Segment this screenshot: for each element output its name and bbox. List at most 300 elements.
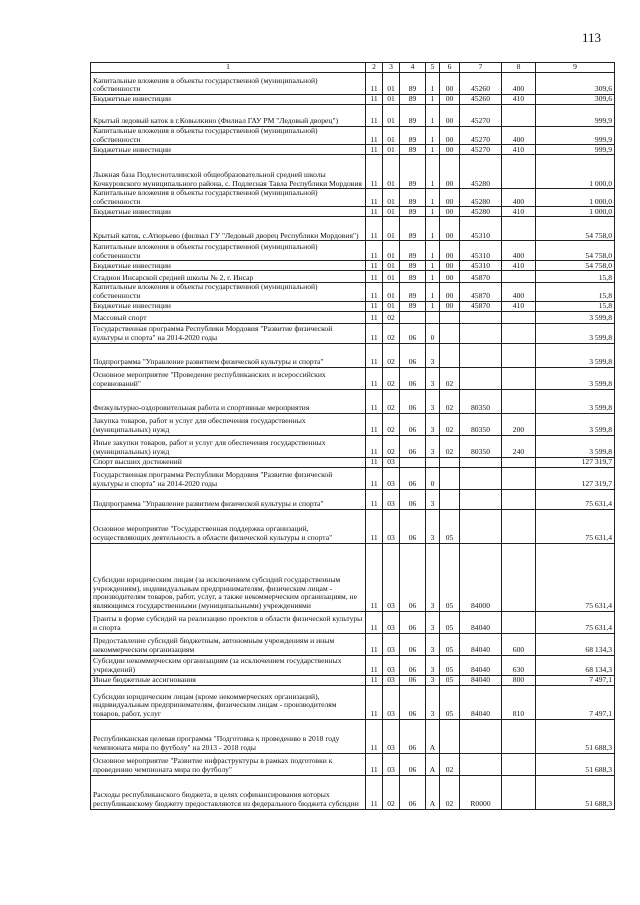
table-row [91, 271, 615, 283]
amount-value: 54 758,0 [536, 241, 615, 261]
program-code [400, 311, 426, 323]
subsection-code: 03 [383, 611, 400, 633]
row-name: Бюджетные инвестиции [91, 207, 366, 217]
subprogram-code: 1 [426, 127, 440, 145]
program-code: 89 [400, 271, 426, 283]
subsection-code: 03 [383, 543, 400, 611]
amount-value: 75 631,4 [536, 543, 615, 611]
activity-code: 05 [440, 685, 460, 719]
amount-value: 51 688,3 [536, 719, 615, 753]
direction-code: 84040 [460, 685, 502, 719]
subsection-code: 02 [383, 775, 400, 809]
program-code: 06 [400, 489, 426, 509]
expense-type-code: 410 [502, 261, 536, 271]
subprogram-code: 1 [426, 271, 440, 283]
row-name: Капитальные вложения в объекты государственной (муниципальной) собственности [91, 127, 366, 145]
amount-value: 54 758,0 [536, 217, 615, 241]
row-name: Бюджетные инвестиции [91, 145, 366, 155]
activity-code: 02 [440, 413, 460, 435]
amount-value: 68 134,3 [536, 633, 615, 655]
section-code: 11 [366, 105, 383, 127]
subsection-code: 02 [383, 367, 400, 389]
amount-value: 1 000,0 [536, 189, 615, 207]
page-number: 113 [582, 30, 602, 45]
direction-code: 45280 [460, 189, 502, 207]
activity-code [440, 719, 460, 753]
amount-value: 3 599,8 [536, 367, 615, 389]
expense-type-code [502, 611, 536, 633]
subprogram-code: 3 [426, 543, 440, 611]
subprogram-code: 3 [426, 367, 440, 389]
section-code: 11 [366, 155, 383, 189]
subprogram-code: 1 [426, 95, 440, 105]
program-code: 06 [400, 719, 426, 753]
subprogram-code: 3 [426, 413, 440, 435]
table-row [91, 489, 615, 509]
subsection-code: 01 [383, 155, 400, 189]
section-code: 11 [366, 467, 383, 489]
amount-value: 127 319,7 [536, 467, 615, 489]
amount-value: 999,9 [536, 145, 615, 155]
table-row [91, 457, 615, 467]
row-name: Бюджетные инвестиции [91, 95, 366, 105]
expense-type-code: 400 [502, 283, 536, 301]
subprogram-code: 3 [426, 435, 440, 457]
program-code: 89 [400, 217, 426, 241]
table-row [91, 655, 615, 675]
amount-value: 3 599,8 [536, 343, 615, 367]
program-code: 89 [400, 261, 426, 271]
row-name: Капитальные вложения в объекты государственной (муниципальной) собственности [91, 241, 366, 261]
section-code: 11 [366, 367, 383, 389]
subsection-code: 02 [383, 389, 400, 413]
activity-code: 00 [440, 95, 460, 105]
expense-type-code [502, 753, 536, 775]
row-name: Основное мероприятие "Проведение республиканских и всероссийских соревнований" [91, 367, 366, 389]
subprogram-code: 1 [426, 241, 440, 261]
direction-code: 45270 [460, 145, 502, 155]
amount-value: 127 319,7 [536, 457, 615, 467]
activity-code: 00 [440, 301, 460, 311]
program-code: 06 [400, 413, 426, 435]
direction-code [460, 467, 502, 489]
section-code: 11 [366, 611, 383, 633]
activity-code: 02 [440, 367, 460, 389]
table-row [91, 207, 615, 217]
expense-type-code [502, 271, 536, 283]
section-code: 11 [366, 633, 383, 655]
activity-code [440, 311, 460, 323]
column-header: 5 [426, 63, 440, 73]
direction-code: 45270 [460, 127, 502, 145]
subprogram-code: 1 [426, 145, 440, 155]
subsection-code: 01 [383, 95, 400, 105]
section-code: 11 [366, 343, 383, 367]
table-row [91, 367, 615, 389]
activity-code: 00 [440, 73, 460, 95]
column-header: 8 [502, 63, 536, 73]
subprogram-code: 1 [426, 189, 440, 207]
expense-type-code [502, 217, 536, 241]
subsection-code: 01 [383, 283, 400, 301]
activity-code: 05 [440, 611, 460, 633]
section-code: 11 [366, 127, 383, 145]
table-row [91, 189, 615, 207]
direction-code [460, 509, 502, 543]
activity-code: 02 [440, 435, 460, 457]
program-code: 06 [400, 323, 426, 343]
row-name: Субсидии юридическим лицам (кроме некоммерческих организаций), индивидуальным предпринимателям, физическим лицам - производителям товаров, работ, услуг [91, 685, 366, 719]
program-code: 06 [400, 775, 426, 809]
row-name: Государственная программа Республики Мордовия "Развитие физической культуры и спорта" на 2014-2020 годы [91, 467, 366, 489]
direction-code [460, 323, 502, 343]
activity-code [440, 489, 460, 509]
expense-type-code: 410 [502, 95, 536, 105]
subprogram-code [426, 457, 440, 467]
direction-code [460, 489, 502, 509]
section-code: 11 [366, 311, 383, 323]
direction-code: 45280 [460, 207, 502, 217]
activity-code: 05 [440, 633, 460, 655]
section-code: 11 [366, 685, 383, 719]
row-name: Крытый каток, с.Атюрьево (филиал ГУ "Ледовый дворец Республики Мордовия") [91, 217, 366, 241]
table-row [91, 753, 615, 775]
section-code: 11 [366, 73, 383, 95]
subprogram-code [426, 311, 440, 323]
row-name: Основное мероприятие "Государственная поддержка организаций, осуществляющих деятельность в области физической культуры и спорта" [91, 509, 366, 543]
expense-type-code: 400 [502, 73, 536, 95]
amount-value: 3 599,8 [536, 389, 615, 413]
row-name: Иные закупки товаров, работ и услуг для обеспечения государственных (муниципальных) нужд [91, 435, 366, 457]
activity-code [440, 343, 460, 367]
table-row [91, 413, 615, 435]
subprogram-code: 1 [426, 301, 440, 311]
subprogram-code: А [426, 775, 440, 809]
section-code: 11 [366, 189, 383, 207]
direction-code [460, 343, 502, 367]
expense-type-code: 410 [502, 145, 536, 155]
subsection-code: 03 [383, 753, 400, 775]
expense-type-code: 400 [502, 241, 536, 261]
subprogram-code: 1 [426, 207, 440, 217]
activity-code: 00 [440, 271, 460, 283]
section-code: 11 [366, 457, 383, 467]
table-row [91, 775, 615, 809]
subsection-code: 02 [383, 413, 400, 435]
section-code: 11 [366, 217, 383, 241]
amount-value: 999,9 [536, 127, 615, 145]
direction-code: 45310 [460, 217, 502, 241]
subprogram-code: 1 [426, 73, 440, 95]
subsection-code: 03 [383, 719, 400, 753]
subprogram-code: 3 [426, 343, 440, 367]
section-code: 11 [366, 719, 383, 753]
row-name: Бюджетные инвестиции [91, 261, 366, 271]
row-name: Расходы республиканского бюджета, в целях софинансирования которых республиканскому бюджету предоставляются из федерального бюджета субсидии [91, 775, 366, 809]
expense-type-code: 410 [502, 207, 536, 217]
section-code: 11 [366, 543, 383, 611]
row-name: Стадион Инсарской средней школы № 2, г. Инсар [91, 271, 366, 283]
section-code: 11 [366, 413, 383, 435]
amount-value: 999,9 [536, 105, 615, 127]
row-name: Республиканская целевая программа "Подготовка к проведению в 2018 году чемпионата мира по футболу" на 2013 - 2018 годы [91, 719, 366, 753]
subsection-code: 01 [383, 145, 400, 155]
row-name: Капитальные вложения в объекты государственной (муниципальной) собственности [91, 73, 366, 95]
direction-code: 45260 [460, 73, 502, 95]
row-name: Бюджетные инвестиции [91, 301, 366, 311]
amount-value: 1 000,0 [536, 155, 615, 189]
expense-type-code: 410 [502, 301, 536, 311]
activity-code: 02 [440, 389, 460, 413]
table-row [91, 611, 615, 633]
direction-code [460, 753, 502, 775]
table-row [91, 217, 615, 241]
column-header: 7 [460, 63, 502, 73]
section-code: 11 [366, 489, 383, 509]
direction-code: 45310 [460, 241, 502, 261]
subsection-code: 01 [383, 207, 400, 217]
expense-type-code [502, 509, 536, 543]
activity-code: 00 [440, 189, 460, 207]
table-row [91, 633, 615, 655]
subsection-code: 03 [383, 675, 400, 685]
direction-code: 80350 [460, 435, 502, 457]
subsection-code: 03 [383, 509, 400, 543]
row-name: Физкультурно-оздоровительная работа и спортивные мероприятия [91, 389, 366, 413]
section-code: 11 [366, 389, 383, 413]
subsection-code: 02 [383, 323, 400, 343]
row-name: Иные бюджетные ассигнования [91, 675, 366, 685]
activity-code: 05 [440, 655, 460, 675]
expense-type-code [502, 323, 536, 343]
activity-code: 02 [440, 753, 460, 775]
subprogram-code: А [426, 753, 440, 775]
amount-value: 309,6 [536, 95, 615, 105]
row-name: Государственная программа Республики Мордовия "Развитие физической культуры и спорта" на 2014-2020 годы [91, 323, 366, 343]
program-code [400, 457, 426, 467]
amount-value: 3 599,8 [536, 435, 615, 457]
amount-value: 7 497,1 [536, 675, 615, 685]
column-header: 1 [91, 63, 366, 73]
table-row [91, 719, 615, 753]
section-code: 11 [366, 241, 383, 261]
direction-code: 45270 [460, 105, 502, 127]
direction-code: 84040 [460, 611, 502, 633]
expense-type-code [502, 467, 536, 489]
program-code: 89 [400, 241, 426, 261]
subsection-code: 03 [383, 685, 400, 719]
amount-value: 309,6 [536, 73, 615, 95]
section-code: 11 [366, 323, 383, 343]
program-code: 89 [400, 189, 426, 207]
column-header: 9 [536, 63, 615, 73]
program-code: 06 [400, 543, 426, 611]
amount-value: 3 599,8 [536, 323, 615, 343]
section-code: 11 [366, 775, 383, 809]
expense-type-code [502, 311, 536, 323]
activity-code: 00 [440, 261, 460, 271]
subprogram-code: 3 [426, 685, 440, 719]
row-name: Подпрограмма "Управление развитием физической культуры и спорта" [91, 489, 366, 509]
row-name: Капитальные вложения в объекты государственной (муниципальной) собственности [91, 283, 366, 301]
expense-type-code: 630 [502, 655, 536, 675]
program-code: 06 [400, 633, 426, 655]
amount-value: 3 599,8 [536, 413, 615, 435]
expense-type-code: 240 [502, 435, 536, 457]
subprogram-code: А [426, 719, 440, 753]
expense-type-code: 200 [502, 413, 536, 435]
table-row [91, 685, 615, 719]
subsection-code: 01 [383, 189, 400, 207]
subsection-code: 03 [383, 489, 400, 509]
subsection-code: 03 [383, 467, 400, 489]
direction-code: 45870 [460, 283, 502, 301]
direction-code: 84000 [460, 543, 502, 611]
subprogram-code: 3 [426, 655, 440, 675]
subsection-code: 01 [383, 73, 400, 95]
subprogram-code: 0 [426, 467, 440, 489]
direction-code [460, 311, 502, 323]
activity-code [440, 457, 460, 467]
section-code: 11 [366, 283, 383, 301]
expense-type-code: 810 [502, 685, 536, 719]
subsection-code: 01 [383, 301, 400, 311]
activity-code: 00 [440, 217, 460, 241]
amount-value: 3 599,8 [536, 311, 615, 323]
program-code: 89 [400, 283, 426, 301]
activity-code: 00 [440, 155, 460, 189]
table-row [91, 145, 615, 155]
table-row [91, 323, 615, 343]
direction-code: R0000 [460, 775, 502, 809]
section-code: 11 [366, 435, 383, 457]
section-code: 11 [366, 95, 383, 105]
activity-code: 05 [440, 543, 460, 611]
row-name: Субсидии юридическим лицам (за исключением субсидий государственным учреждениям), индивидуальным предпринимателям, физическим лицам - производителям товаров, работ, услуг, а также некоммерческим организациям, не являющимся государственными (муниципальными) учреждениями [91, 543, 366, 611]
program-code: 89 [400, 145, 426, 155]
direction-code: 45280 [460, 155, 502, 189]
expense-type-code [502, 105, 536, 127]
expense-type-code: 400 [502, 127, 536, 145]
budget-table [90, 62, 615, 810]
activity-code [440, 467, 460, 489]
amount-value: 75 631,4 [536, 611, 615, 633]
table-row [91, 435, 615, 457]
amount-value: 1 000,0 [536, 207, 615, 217]
amount-value: 51 688,3 [536, 775, 615, 809]
table-row [91, 389, 615, 413]
direction-code [460, 457, 502, 467]
table-row [91, 105, 615, 127]
activity-code [440, 323, 460, 343]
expense-type-code: 600 [502, 633, 536, 655]
subprogram-code: 1 [426, 261, 440, 271]
section-code: 11 [366, 301, 383, 311]
table-row [91, 95, 615, 105]
direction-code [460, 367, 502, 389]
row-name: Субсидии некоммерческим организациям (за исключением государственных учреждений) [91, 655, 366, 675]
subsection-code: 02 [383, 343, 400, 367]
direction-code: 45310 [460, 261, 502, 271]
expense-type-code [502, 489, 536, 509]
subsection-code: 01 [383, 127, 400, 145]
subsection-code: 02 [383, 311, 400, 323]
row-name: Предоставление субсидий бюджетным, автономным учреждениям и иным некоммерческим организациям [91, 633, 366, 655]
direction-code: 45870 [460, 301, 502, 311]
program-code: 89 [400, 207, 426, 217]
subprogram-code: 1 [426, 105, 440, 127]
row-name: Крытый ледовый каток в г.Ковылкино (Филиал ГАУ РМ "Ледовый дворец") [91, 105, 366, 127]
program-code: 06 [400, 509, 426, 543]
activity-code: 00 [440, 207, 460, 217]
subprogram-code: 3 [426, 509, 440, 543]
header-row [91, 63, 615, 73]
column-header: 6 [440, 63, 460, 73]
program-code: 06 [400, 753, 426, 775]
row-name: Подпрограмма "Управление развитием физической культуры и спорта" [91, 343, 366, 367]
table-row [91, 241, 615, 261]
amount-value: 15,8 [536, 283, 615, 301]
program-code: 06 [400, 367, 426, 389]
subprogram-code: 1 [426, 155, 440, 189]
row-name: Основное мероприятие "Развитие инфраструктуры в рамках подготовки к проведению чемпионата мира по футболу" [91, 753, 366, 775]
table-row [91, 311, 615, 323]
section-code: 11 [366, 271, 383, 283]
amount-value: 75 631,4 [536, 489, 615, 509]
expense-type-code [502, 343, 536, 367]
subsection-code: 01 [383, 261, 400, 271]
subsection-code: 01 [383, 105, 400, 127]
activity-code: 02 [440, 775, 460, 809]
column-header: 3 [383, 63, 400, 73]
table-row [91, 509, 615, 543]
section-code: 11 [366, 207, 383, 217]
expense-type-code [502, 457, 536, 467]
program-code: 89 [400, 155, 426, 189]
table-row [91, 283, 615, 301]
expense-type-code: 800 [502, 675, 536, 685]
table-row [91, 675, 615, 685]
table-row [91, 127, 615, 145]
column-header: 2 [366, 63, 383, 73]
subprogram-code: 3 [426, 633, 440, 655]
direction-code: 84040 [460, 675, 502, 685]
program-code: 06 [400, 467, 426, 489]
program-code: 89 [400, 301, 426, 311]
expense-type-code [502, 543, 536, 611]
program-code: 06 [400, 389, 426, 413]
direction-code: 84040 [460, 655, 502, 675]
direction-code: 45870 [460, 271, 502, 283]
activity-code: 00 [440, 105, 460, 127]
row-name: Лыжная база Подлесноталинской общеобразовательной средней школы Кочкуровского муниципального района, с. Подлесная Тавла Республики Мордовия [91, 155, 366, 189]
program-code: 06 [400, 675, 426, 685]
amount-value: 7 497,1 [536, 685, 615, 719]
subprogram-code: 3 [426, 489, 440, 509]
row-name: Капитальные вложения в объекты государственной (муниципальной) собственности [91, 189, 366, 207]
program-code: 06 [400, 685, 426, 719]
program-code: 06 [400, 611, 426, 633]
activity-code: 05 [440, 509, 460, 543]
subsection-code: 03 [383, 633, 400, 655]
subprogram-code: 3 [426, 675, 440, 685]
table-row [91, 155, 615, 189]
program-code: 89 [400, 105, 426, 127]
amount-value: 54 758,0 [536, 261, 615, 271]
activity-code: 05 [440, 675, 460, 685]
program-code: 89 [400, 127, 426, 145]
expense-type-code [502, 367, 536, 389]
